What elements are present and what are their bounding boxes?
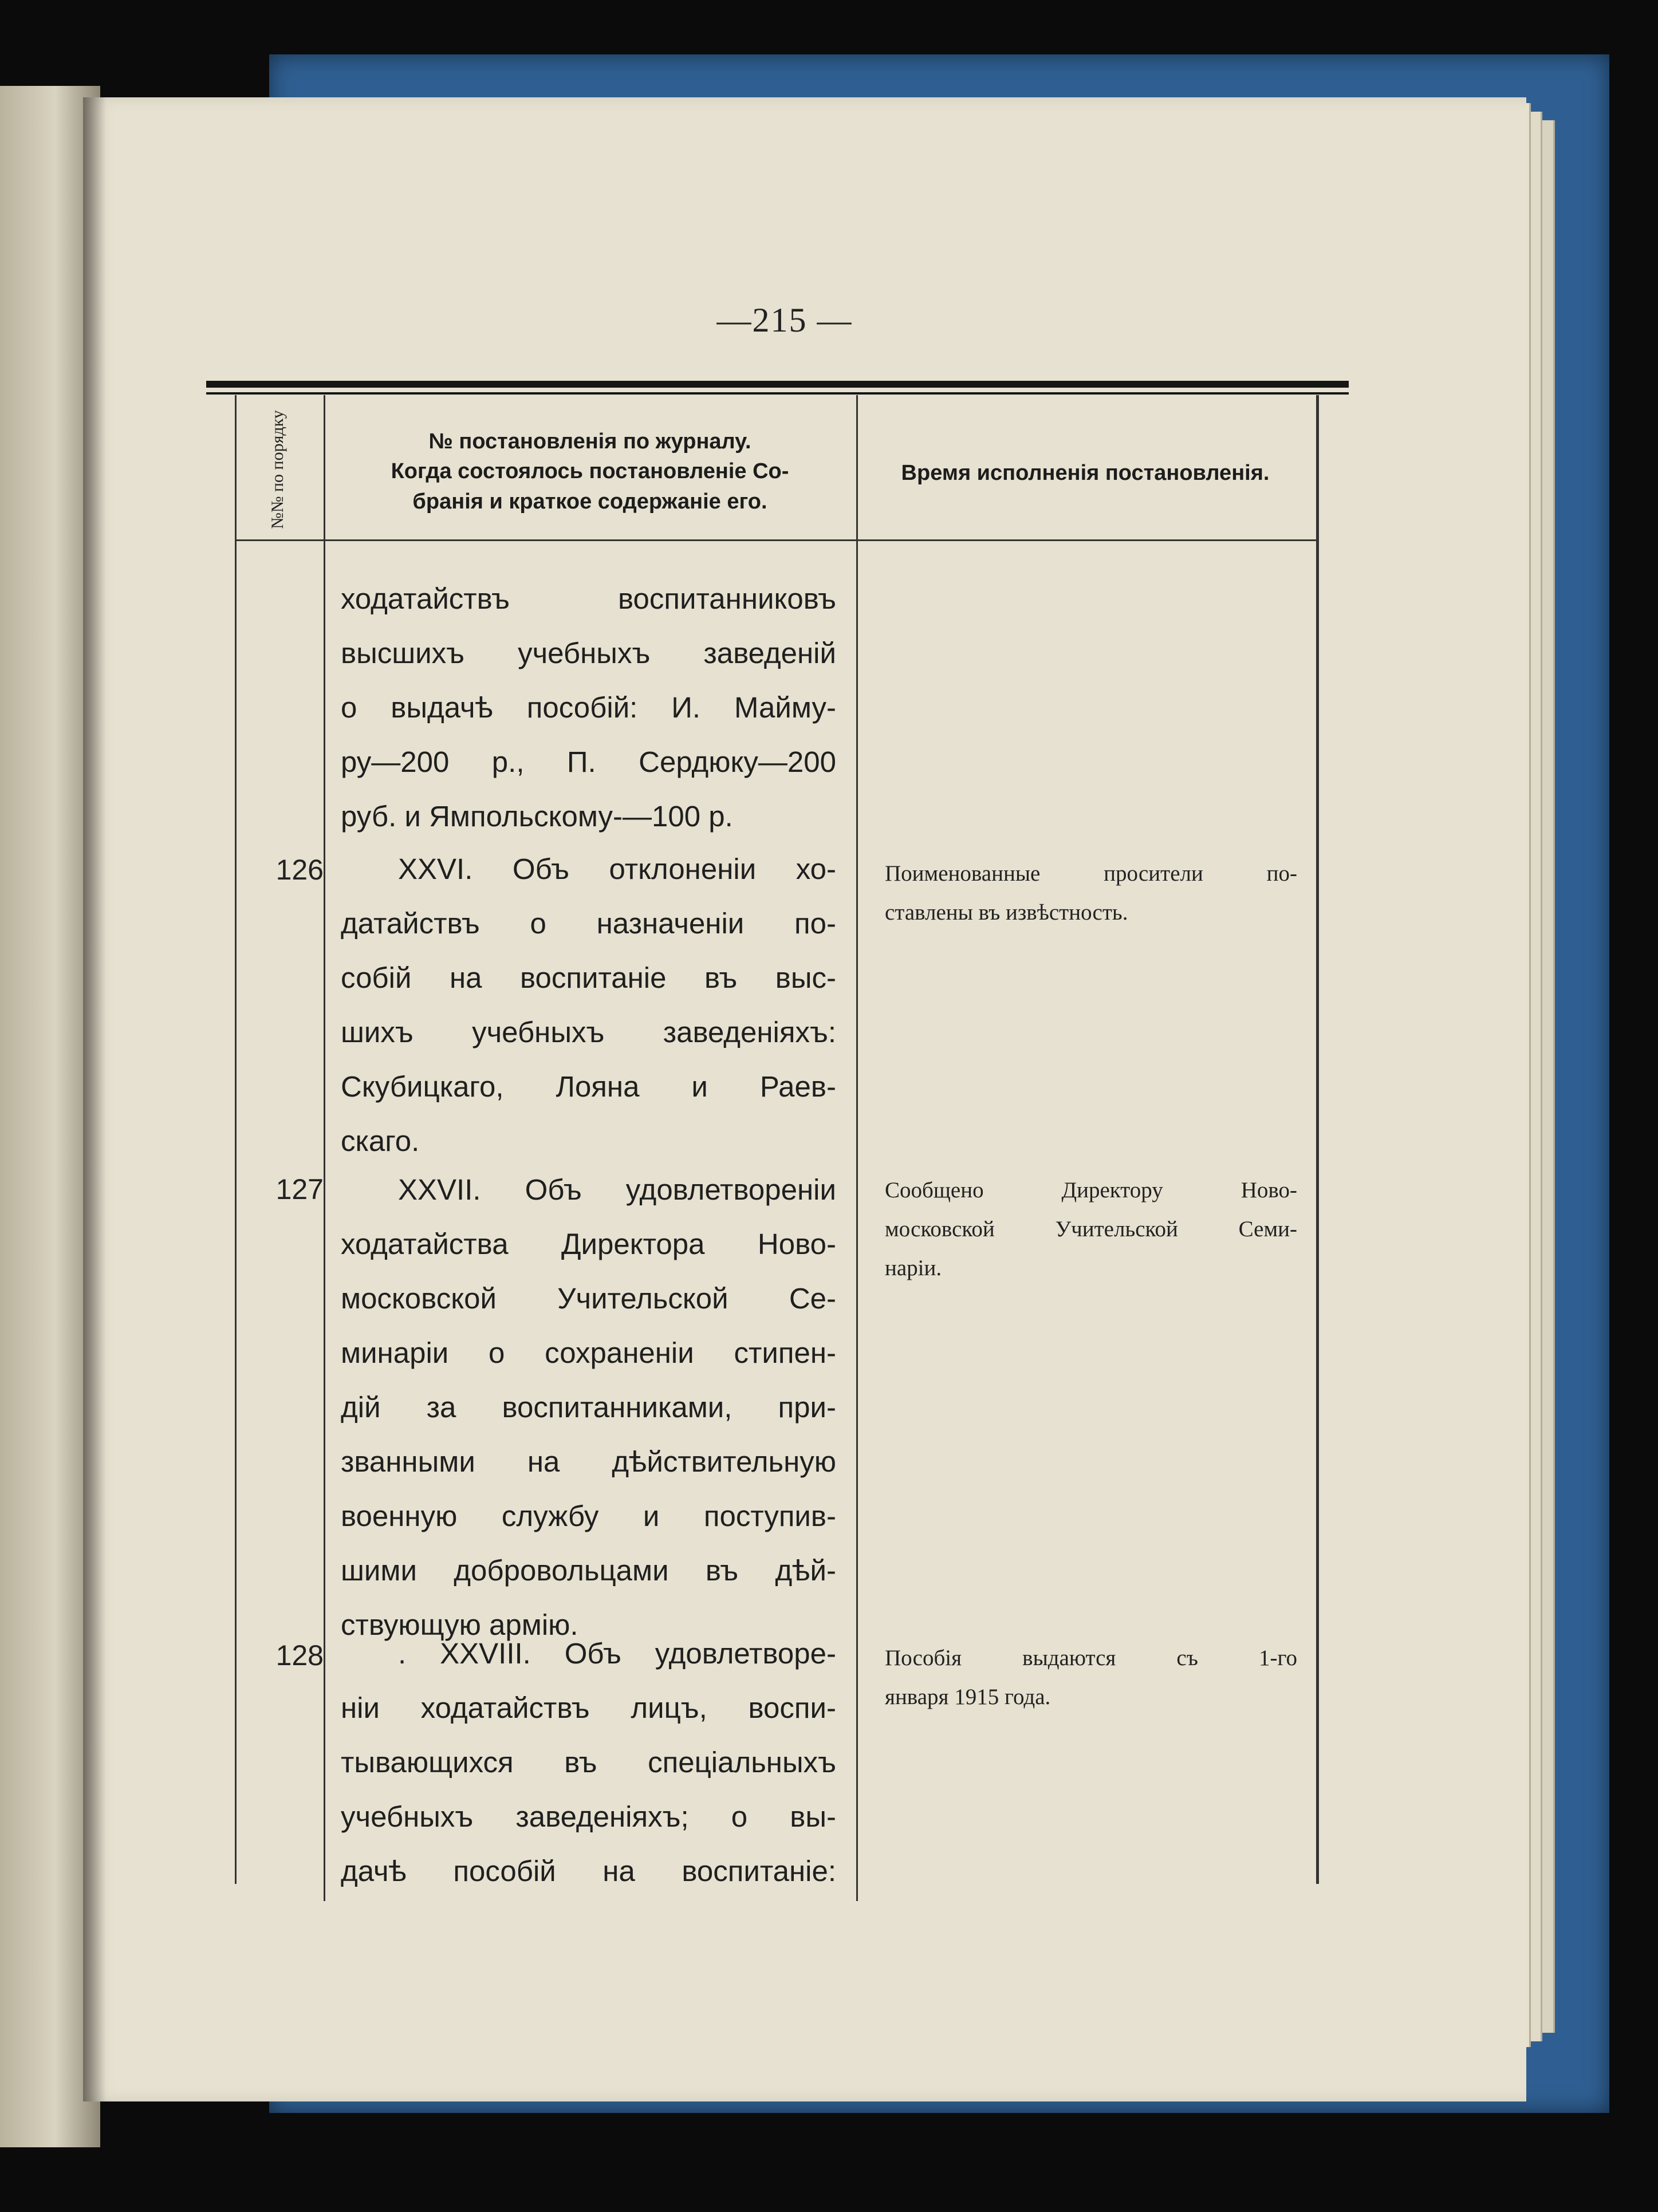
text-line: дачѣ пособій на воспитаніе:	[341, 1855, 836, 1887]
note-line: Сообщено Директору Ново-	[885, 1178, 1297, 1202]
continuation-text	[341, 571, 836, 843]
text-line: военную службу и поступив-	[341, 1500, 836, 1532]
text-line: высшихъ учебныхъ заведеній	[341, 637, 836, 669]
text-line: XXVI. Объ отклоненіи хо-	[398, 853, 836, 885]
text-line: шими добровольцами въ дѣй-	[341, 1554, 836, 1587]
row-number: 126	[275, 854, 324, 886]
text-line: собій на воспитаніе въ выс-	[341, 961, 836, 994]
row-note	[885, 1171, 1297, 1288]
header-resolution-line: бранія и краткое содержаніе его.	[412, 489, 767, 514]
text-line: званными на дѣйствительную	[341, 1445, 836, 1478]
header-rule-thick	[206, 381, 1349, 388]
text-line: датайствъ о назначеніи по-	[341, 907, 836, 940]
text-line: . XXVIII. Объ удовлетворе-	[398, 1637, 836, 1670]
row-content	[341, 842, 836, 1168]
header-bottom-rule	[235, 539, 1317, 541]
note-line: наріи.	[885, 1256, 942, 1280]
text-line: о выдачѣ пособій: И. Майму-	[341, 691, 836, 724]
text-line: ходатайствъ воспитанниковъ	[341, 582, 836, 615]
row-number: 128	[275, 1639, 324, 1671]
row-note	[885, 1639, 1297, 1717]
text-line: скаго.	[341, 1125, 420, 1157]
bleed-through-text	[1231, 573, 1518, 2004]
text-line: учебныхъ заведеніяхъ; о вы-	[341, 1800, 836, 1833]
header-resolution-line: № постановленія по журналу.	[428, 429, 751, 454]
text-line: дій за воспитанниками, при-	[341, 1391, 836, 1424]
header-resolution-line: Когда состоялось постановленіе Со-	[391, 459, 789, 484]
column-divider	[856, 395, 858, 1901]
row-note	[885, 854, 1297, 932]
text-line: ру—200 р., П. Сердюку—200	[341, 746, 836, 778]
text-line: минаріи о сохраненіи стипен-	[341, 1336, 836, 1369]
header-resolution-column	[338, 427, 842, 516]
row-number: 127	[275, 1173, 324, 1205]
note-line: ставлены въ извѣстность.	[885, 900, 1128, 925]
row-content	[341, 1626, 836, 1898]
text-line: шихъ учебныхъ заведеніяхъ:	[341, 1016, 836, 1048]
header-execution-column: Время исполненія постановленія.	[901, 461, 1270, 485]
note-line: Пособія выдаются съ 1-го	[885, 1646, 1297, 1670]
table-border-right	[1316, 395, 1319, 1884]
text-line: тывающихся въ спеціальныхъ	[341, 1746, 836, 1779]
row-content	[341, 1162, 836, 1652]
header-rule-thin	[206, 392, 1349, 395]
page-number: —215 —	[716, 301, 853, 339]
table-border-left	[235, 395, 237, 1884]
header-number-label: №№ по порядку	[268, 410, 288, 529]
note-line: января 1915 года.	[885, 1685, 1051, 1709]
text-line: XXVII. Объ удовлетвореніи	[398, 1173, 836, 1206]
header-number-column	[235, 401, 321, 538]
note-line: Поименованные просители по-	[885, 861, 1297, 886]
text-line: Скубицкаго, Лояна и Раев-	[341, 1070, 836, 1103]
text-line: руб. и Ямпольскому-—100 р.	[341, 800, 733, 833]
text-line: московской Учительской Се-	[341, 1282, 836, 1315]
text-line: ствующую армію.	[341, 1608, 578, 1641]
note-line: московской Учительской Семи-	[885, 1217, 1297, 1241]
column-divider	[324, 395, 325, 1901]
text-line: ніи ходатайствъ лицъ, воспи-	[341, 1691, 836, 1724]
page-gutter	[83, 97, 106, 2101]
text-line: ходатайства Директора Ново-	[341, 1228, 836, 1260]
